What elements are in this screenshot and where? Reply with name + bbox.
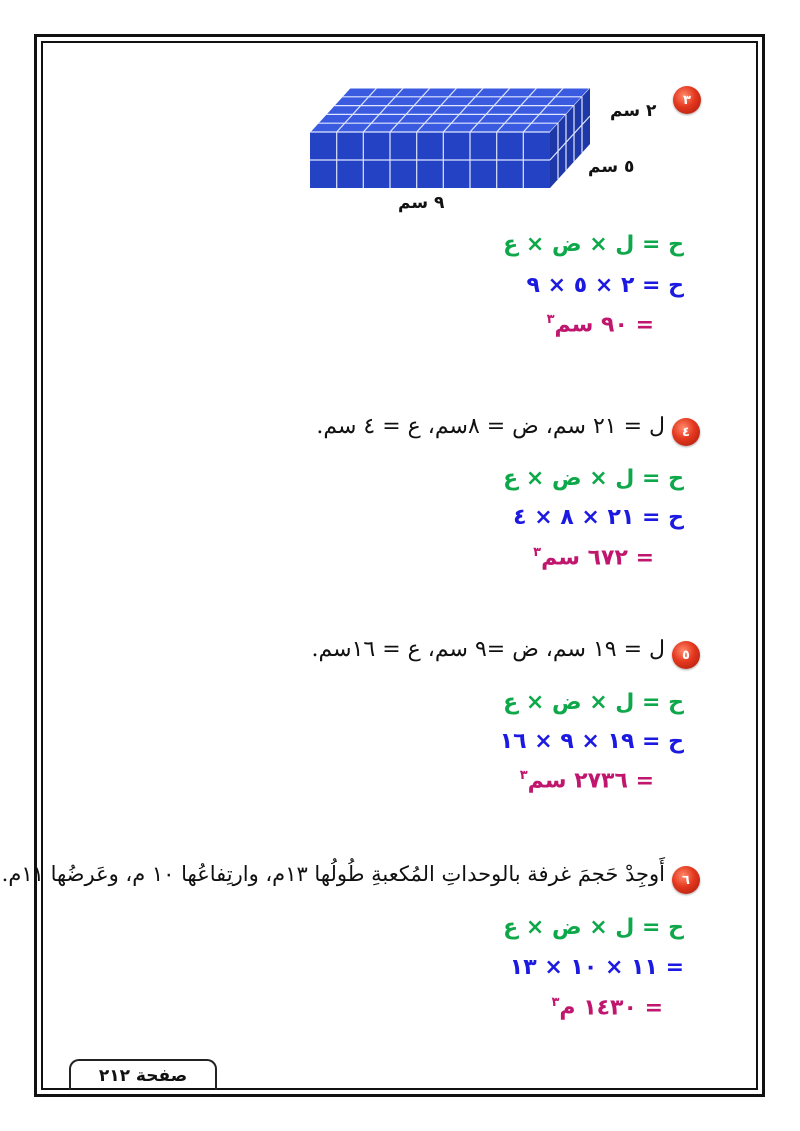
problem-5-result bbox=[520, 768, 654, 793]
problem-6-formula: ح = ل × ض × ع bbox=[503, 915, 684, 940]
problem-4-statement: ل = ٢١ سم، ض = ٨سم، ع = ٤ سم. bbox=[316, 414, 665, 439]
problem-3-number: ٣ bbox=[683, 92, 691, 108]
problem-6-calculation: = ١١ × ١٠ × ١٣ bbox=[509, 955, 684, 980]
problem-5-statement: ل = ١٩ سم، ض =٩ سم، ع = ١٦سم. bbox=[311, 637, 665, 662]
problem-4-number-badge bbox=[672, 418, 700, 446]
height-dimension-label: ٢ سم bbox=[610, 101, 657, 121]
problem-6-result bbox=[551, 995, 663, 1020]
problem-3-result bbox=[547, 312, 654, 337]
problem-3-number-badge bbox=[673, 86, 701, 114]
problem-5-formula: ح = ل × ض × ع bbox=[503, 690, 684, 715]
problem-4-result bbox=[533, 545, 654, 570]
width-dimension-label: ٥ سم bbox=[588, 157, 635, 177]
problem-3-calculation: ح = ٢ × ٥ × ٩ bbox=[526, 273, 684, 298]
problem-4-calculation: ح = ٢١ × ٨ × ٤ bbox=[513, 505, 684, 530]
problem-6-number: ٦ bbox=[682, 872, 690, 888]
problem-5-exponent: ٣ bbox=[519, 768, 528, 783]
length-dimension-label: ٩ سم bbox=[398, 193, 445, 213]
problem-6-exponent: ٣ bbox=[551, 995, 560, 1010]
cuboid-illustration bbox=[300, 84, 590, 194]
problem-4-number: ٤ bbox=[682, 424, 690, 440]
problem-6-number-badge bbox=[672, 866, 700, 894]
problem-4-result-text: = ٦٧٢ سم bbox=[541, 545, 654, 571]
problem-5-number-badge bbox=[672, 641, 700, 669]
problem-4-exponent: ٣ bbox=[533, 545, 542, 560]
problem-6-result-text: = ١٤٣٠ م bbox=[559, 995, 663, 1021]
problem-3-exponent: ٣ bbox=[546, 312, 555, 327]
problem-5-calculation: ح = ١٩ × ٩ × ١٦ bbox=[499, 729, 684, 754]
page-number-tab bbox=[69, 1059, 217, 1090]
problem-5-number: ٥ bbox=[682, 647, 690, 663]
problem-3-formula: ح = ل × ض × ع bbox=[503, 232, 684, 257]
problem-3-result-text: = ٩٠ سم bbox=[554, 312, 654, 338]
problem-6-statement: أَوجِدْ حَجمَ غرفة بالوحداتِ المُكعبةِ طُولُها ١٣م، وارتِفاعُها ١٠ م، وعَرضُها ١١م. bbox=[1, 862, 665, 886]
problem-4-formula: ح = ل × ض × ع bbox=[503, 466, 684, 491]
problem-5-result-text: = ٢٧٣٦ سم bbox=[527, 768, 654, 794]
page-number-label: صفحة ٢١٢ bbox=[98, 1065, 188, 1086]
